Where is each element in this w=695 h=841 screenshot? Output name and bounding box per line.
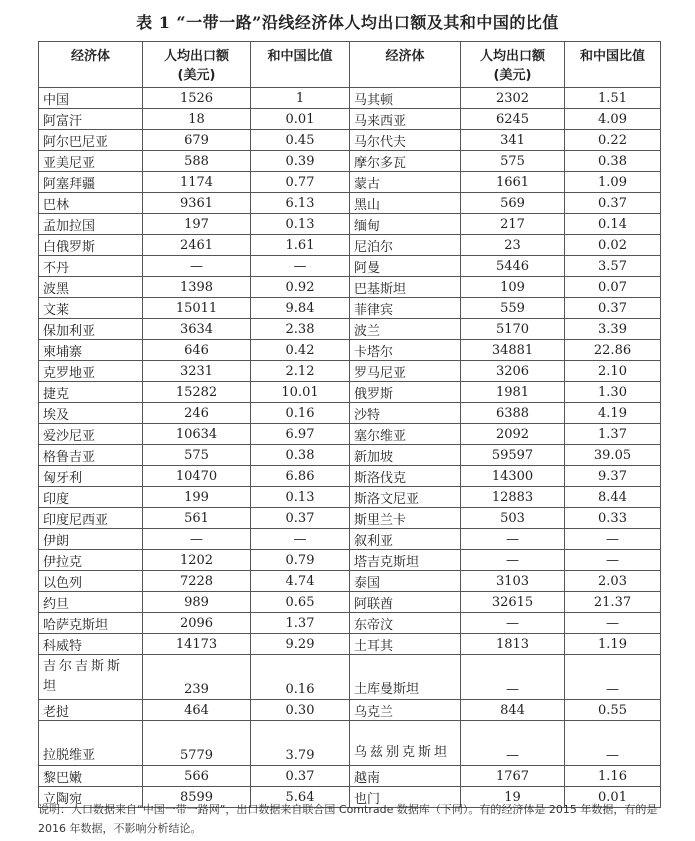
economy-cell: 立陶宛 (39, 787, 143, 808)
table-row (39, 130, 661, 151)
ratio-cell: 0.77 (251, 172, 350, 193)
export-per-capita-cell: 1661 (461, 172, 565, 193)
export-per-capita-cell: — (461, 529, 565, 550)
export-per-capita-cell: 9361 (143, 193, 251, 214)
table-row (39, 214, 661, 235)
ratio-cell: 1.16 (565, 766, 661, 787)
table-row (39, 550, 661, 571)
economy-cell: 哈萨克斯坦 (39, 613, 143, 634)
export-per-capita-cell: 6388 (461, 403, 565, 424)
ratio-cell: 2.10 (565, 361, 661, 382)
table-row (39, 382, 661, 403)
ratio-cell: 4.74 (251, 571, 350, 592)
ratio-cell: — (251, 256, 350, 277)
economy-cell: 柬埔寨 (39, 340, 143, 361)
export-per-capita-cell: — (461, 550, 565, 571)
ratio-cell: — (565, 721, 661, 766)
ratio-cell: 1.09 (565, 172, 661, 193)
ratio-cell: — (565, 613, 661, 634)
ratio-cell: 0.16 (251, 403, 350, 424)
economy-cell: 中国 (39, 88, 143, 109)
economy-cell: 伊朗 (39, 529, 143, 550)
export-per-capita-cell: 5446 (461, 256, 565, 277)
table-row (39, 340, 661, 361)
ratio-cell: 5.64 (251, 787, 350, 808)
economy-cell: 波黑 (39, 277, 143, 298)
footnote: 说明：人口数据来自“中国一带一路网”，出口数据来自联合国 Comtrade 数据库（下同）。有的经济体是 2015 年数据，有的是 2016 年数据，不影响分析结论。 (38, 803, 658, 835)
export-per-capita-cell: 5170 (461, 319, 565, 340)
ratio-cell: — (565, 550, 661, 571)
export-per-capita-cell: 464 (143, 700, 251, 721)
ratio-cell: 0.01 (565, 787, 661, 808)
economy-cell: 捷克 (39, 382, 143, 403)
export-per-capita-cell: 561 (143, 508, 251, 529)
economy-cell: 黎巴嫩 (39, 766, 143, 787)
economy-cell: 俄罗斯 (350, 382, 461, 403)
economy-cell: 蒙古 (350, 172, 461, 193)
economy-cell: 乌兹别克斯坦 (350, 721, 461, 766)
economy-cell: 波兰 (350, 319, 461, 340)
economy-cell: 阿曼 (350, 256, 461, 277)
export-per-capita-cell: 3103 (461, 571, 565, 592)
export-per-capita-cell: — (461, 655, 565, 700)
ratio-cell: 6.97 (251, 424, 350, 445)
ratio-cell: 1.37 (251, 613, 350, 634)
export-per-capita-cell: 3634 (143, 319, 251, 340)
table-row (39, 319, 661, 340)
column-header: 人均出口额 (美元) (461, 42, 565, 88)
ratio-cell: 0.16 (251, 655, 350, 700)
table-row (39, 277, 661, 298)
economy-cell: 印度尼西亚 (39, 508, 143, 529)
economy-cell: 罗马尼亚 (350, 361, 461, 382)
economy-cell: 格鲁吉亚 (39, 445, 143, 466)
ratio-cell: 0.79 (251, 550, 350, 571)
ratio-cell: 1.51 (565, 88, 661, 109)
economy-cell: 约旦 (39, 592, 143, 613)
economy-cell: 缅甸 (350, 214, 461, 235)
ratio-cell: 8.44 (565, 487, 661, 508)
ratio-cell: 0.37 (251, 508, 350, 529)
ratio-cell: 9.29 (251, 634, 350, 655)
export-per-capita-cell: 3231 (143, 361, 251, 382)
table-row (39, 109, 661, 130)
table-row (39, 193, 661, 214)
export-per-capita-cell: 199 (143, 487, 251, 508)
economy-cell: 伊拉克 (39, 550, 143, 571)
table-row (39, 361, 661, 382)
economy-cell: 孟加拉国 (39, 214, 143, 235)
economy-cell: 菲律宾 (350, 298, 461, 319)
economy-cell: 东帝汶 (350, 613, 461, 634)
export-per-capita-cell: — (143, 256, 251, 277)
export-per-capita-cell: 10470 (143, 466, 251, 487)
ratio-cell: 2.12 (251, 361, 350, 382)
economy-cell: 尼泊尔 (350, 235, 461, 256)
economy-cell: 土库曼斯坦 (350, 655, 461, 700)
economy-cell: 也门 (350, 787, 461, 808)
export-per-capita-cell: 18 (143, 109, 251, 130)
ratio-cell: 0.13 (251, 487, 350, 508)
ratio-cell: 10.01 (251, 382, 350, 403)
ratio-cell: 1.61 (251, 235, 350, 256)
ratio-cell: 0.39 (251, 151, 350, 172)
economy-cell: 塞尔维亚 (350, 424, 461, 445)
export-per-capita-cell: 575 (461, 151, 565, 172)
ratio-cell: 39.05 (565, 445, 661, 466)
economy-cell: 泰国 (350, 571, 461, 592)
export-per-capita-cell: 1526 (143, 88, 251, 109)
economy-cell: 马其顿 (350, 88, 461, 109)
ratio-cell: 0.37 (565, 298, 661, 319)
export-per-capita-cell: — (143, 529, 251, 550)
export-per-capita-cell: 8599 (143, 787, 251, 808)
economy-cell: 马来西亚 (350, 109, 461, 130)
export-per-capita-cell: 569 (461, 193, 565, 214)
export-per-capita-cell: 1981 (461, 382, 565, 403)
table-row (39, 403, 661, 424)
economy-cell: 阿联酋 (350, 592, 461, 613)
ratio-cell: 21.37 (565, 592, 661, 613)
column-header: 人均出口额 (美元) (143, 42, 251, 88)
economy-cell: 斯洛伐克 (350, 466, 461, 487)
table-row (39, 298, 661, 319)
ratio-cell: 0.33 (565, 508, 661, 529)
ratio-cell: 22.86 (565, 340, 661, 361)
table-row (39, 721, 661, 766)
ratio-cell: 0.42 (251, 340, 350, 361)
ratio-cell: — (251, 529, 350, 550)
economy-cell: 越南 (350, 766, 461, 787)
export-per-capita-cell: 1813 (461, 634, 565, 655)
economy-cell: 保加利亚 (39, 319, 143, 340)
economy-cell: 匈牙利 (39, 466, 143, 487)
economy-cell: 拉脱维亚 (39, 721, 143, 766)
ratio-cell: 6.13 (251, 193, 350, 214)
ratio-cell: 0.22 (565, 130, 661, 151)
export-per-capita-cell: 217 (461, 214, 565, 235)
economy-cell: 阿尔巴尼亚 (39, 130, 143, 151)
export-per-capita-cell: 588 (143, 151, 251, 172)
economy-cell: 叙利亚 (350, 529, 461, 550)
economy-cell: 巴基斯坦 (350, 277, 461, 298)
export-per-capita-cell: 844 (461, 700, 565, 721)
table-row (39, 592, 661, 613)
column-header: 和中国比值 (251, 42, 350, 88)
export-per-capita-cell: 1174 (143, 172, 251, 193)
ratio-cell: 1.19 (565, 634, 661, 655)
export-per-capita-cell: 6245 (461, 109, 565, 130)
economy-cell: 亚美尼亚 (39, 151, 143, 172)
economy-cell: 埃及 (39, 403, 143, 424)
economy-cell: 斯里兰卡 (350, 508, 461, 529)
ratio-cell: 0.07 (565, 277, 661, 298)
ratio-cell: 0.01 (251, 109, 350, 130)
ratio-cell: 0.13 (251, 214, 350, 235)
economy-cell: 摩尔多瓦 (350, 151, 461, 172)
export-per-capita-cell: 109 (461, 277, 565, 298)
table-row (39, 172, 661, 193)
ratio-cell: 0.65 (251, 592, 350, 613)
ratio-cell: 3.57 (565, 256, 661, 277)
export-per-capita-cell: 646 (143, 340, 251, 361)
economy-cell: 沙特 (350, 403, 461, 424)
ratio-cell: 3.39 (565, 319, 661, 340)
export-per-capita-cell: 19 (461, 787, 565, 808)
economy-cell: 斯洛文尼亚 (350, 487, 461, 508)
export-per-capita-cell: 14300 (461, 466, 565, 487)
economy-cell: 文莱 (39, 298, 143, 319)
export-per-capita-cell: 566 (143, 766, 251, 787)
export-per-capita-cell: 2096 (143, 613, 251, 634)
column-header: 和中国比值 (565, 42, 661, 88)
ratio-cell: 3.79 (251, 721, 350, 766)
table-title: 表 1 “一带一路”沿线经济体人均出口额及其和中国的比值 (136, 13, 559, 32)
ratio-cell: — (565, 655, 661, 700)
economy-cell: 爱沙尼亚 (39, 424, 143, 445)
ratio-cell: 0.37 (565, 193, 661, 214)
table-row (39, 613, 661, 634)
table-row (39, 88, 661, 109)
export-per-capita-cell: 1202 (143, 550, 251, 571)
ratio-cell: 9.84 (251, 298, 350, 319)
ratio-cell: 1 (251, 88, 350, 109)
ratio-cell: 9.37 (565, 466, 661, 487)
ratio-cell: 0.38 (251, 445, 350, 466)
table-row (39, 571, 661, 592)
export-per-capita-cell: 341 (461, 130, 565, 151)
economy-cell: 塔吉克斯坦 (350, 550, 461, 571)
export-per-capita-cell: 2461 (143, 235, 251, 256)
export-per-capita-cell: 1767 (461, 766, 565, 787)
ratio-cell: 2.03 (565, 571, 661, 592)
ratio-cell: 0.92 (251, 277, 350, 298)
ratio-cell: 6.86 (251, 466, 350, 487)
economy-cell: 马尔代夫 (350, 130, 461, 151)
column-header: 经济体 (39, 42, 143, 88)
economy-cell: 吉尔吉斯斯坦 (39, 655, 143, 700)
ratio-cell: 0.14 (565, 214, 661, 235)
export-per-capita-cell: 989 (143, 592, 251, 613)
table-row (39, 445, 661, 466)
economy-cell: 印度 (39, 487, 143, 508)
table-row (39, 424, 661, 445)
header-row (39, 42, 661, 88)
export-per-capita-cell: 15011 (143, 298, 251, 319)
table-row (39, 256, 661, 277)
table-row (39, 508, 661, 529)
economy-cell: 土耳其 (350, 634, 461, 655)
table-row (39, 151, 661, 172)
economy-cell: 卡塔尔 (350, 340, 461, 361)
export-per-capita-cell: 23 (461, 235, 565, 256)
export-per-capita-cell: 2092 (461, 424, 565, 445)
table-row (39, 766, 661, 787)
export-per-capita-cell: 14173 (143, 634, 251, 655)
export-per-capita-cell: 2302 (461, 88, 565, 109)
export-per-capita-cell: 10634 (143, 424, 251, 445)
ratio-cell: 4.09 (565, 109, 661, 130)
ratio-cell: 0.30 (251, 700, 350, 721)
economy-cell: 新加坡 (350, 445, 461, 466)
export-per-capita-cell: 12883 (461, 487, 565, 508)
export-per-capita-cell: 575 (143, 445, 251, 466)
export-ratio-table (38, 41, 661, 808)
economy-cell: 科威特 (39, 634, 143, 655)
export-per-capita-cell: 679 (143, 130, 251, 151)
economy-cell: 乌克兰 (350, 700, 461, 721)
economy-cell: 巴林 (39, 193, 143, 214)
ratio-cell: 0.37 (251, 766, 350, 787)
table-row (39, 529, 661, 550)
economy-cell: 阿富汗 (39, 109, 143, 130)
export-per-capita-cell: — (461, 613, 565, 634)
export-per-capita-cell: 246 (143, 403, 251, 424)
ratio-cell: 0.02 (565, 235, 661, 256)
export-per-capita-cell: 239 (143, 655, 251, 700)
ratio-cell: — (565, 529, 661, 550)
export-per-capita-cell: 59597 (461, 445, 565, 466)
ratio-cell: 1.37 (565, 424, 661, 445)
export-per-capita-cell: 32615 (461, 592, 565, 613)
ratio-cell: 1.30 (565, 382, 661, 403)
economy-cell: 阿塞拜疆 (39, 172, 143, 193)
export-per-capita-cell: 1398 (143, 277, 251, 298)
export-per-capita-cell: — (461, 721, 565, 766)
export-per-capita-cell: 7228 (143, 571, 251, 592)
ratio-cell: 0.38 (565, 151, 661, 172)
table-row (39, 634, 661, 655)
ratio-cell: 4.19 (565, 403, 661, 424)
table-row (39, 655, 661, 700)
table-row (39, 466, 661, 487)
export-per-capita-cell: 197 (143, 214, 251, 235)
economy-cell: 不丹 (39, 256, 143, 277)
column-header: 经济体 (350, 42, 461, 88)
economy-cell: 黑山 (350, 193, 461, 214)
ratio-cell: 2.38 (251, 319, 350, 340)
table-row (39, 487, 661, 508)
economy-cell: 老挝 (39, 700, 143, 721)
economy-cell: 白俄罗斯 (39, 235, 143, 256)
export-per-capita-cell: 503 (461, 508, 565, 529)
export-per-capita-cell: 5779 (143, 721, 251, 766)
table-row (39, 235, 661, 256)
ratio-cell: 0.45 (251, 130, 350, 151)
export-per-capita-cell: 3206 (461, 361, 565, 382)
economy-cell: 以色列 (39, 571, 143, 592)
export-per-capita-cell: 15282 (143, 382, 251, 403)
table-body (39, 88, 661, 808)
table-row (39, 700, 661, 721)
ratio-cell: 0.55 (565, 700, 661, 721)
export-per-capita-cell: 559 (461, 298, 565, 319)
economy-cell: 克罗地亚 (39, 361, 143, 382)
export-per-capita-cell: 34881 (461, 340, 565, 361)
